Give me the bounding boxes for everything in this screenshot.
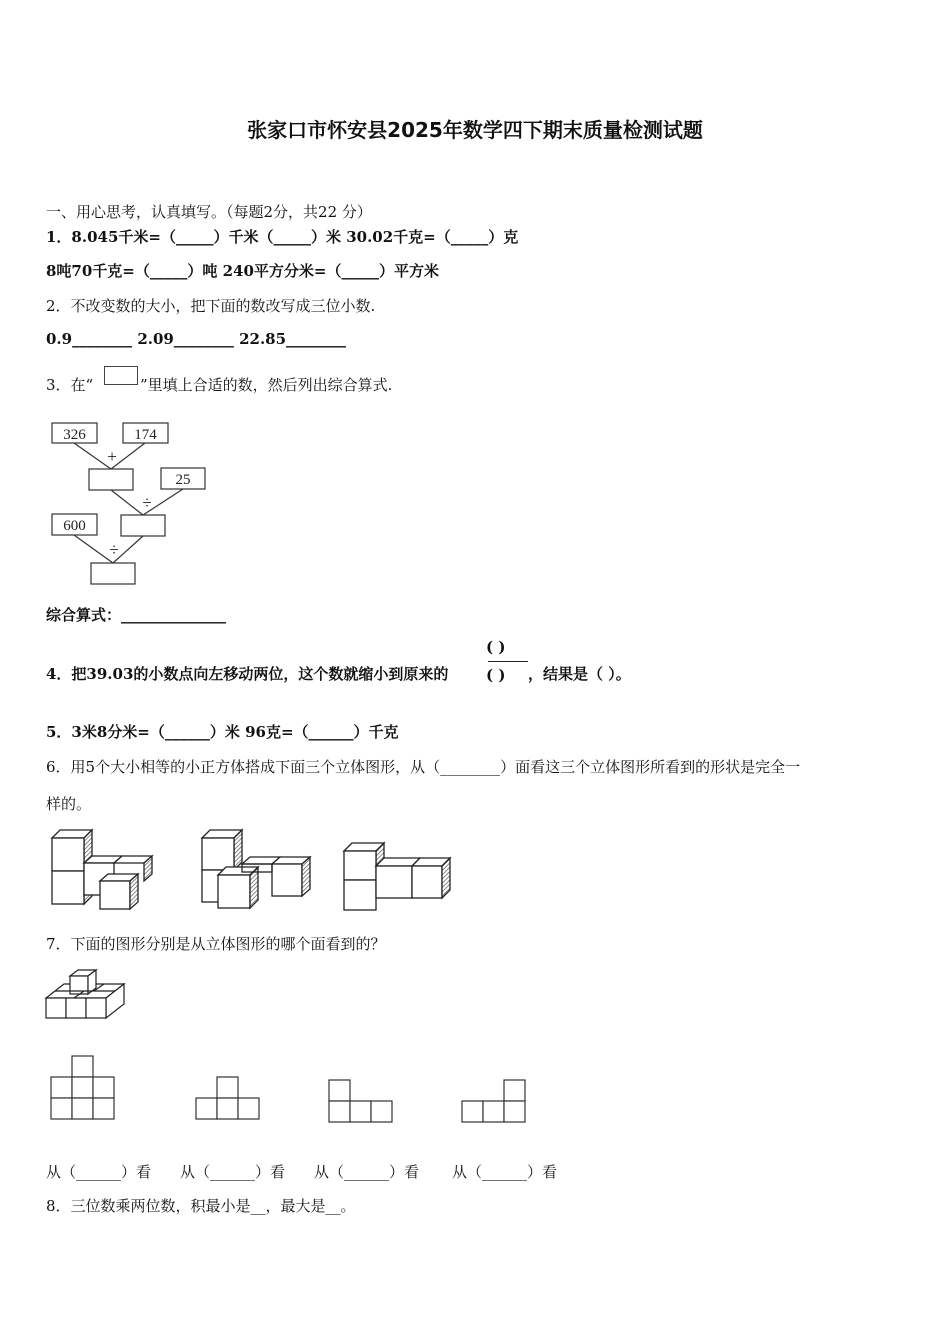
q4-fraction-numerator: ( ) [486, 638, 506, 656]
q6-line1: 6．用5个大小相等的小正方体搭成下面三个立体图形，从（________）面看这三个立体图形所看到的形状是完全一 [46, 758, 801, 776]
q4-fraction-denominator: ( ) [486, 666, 506, 684]
q3-calculation-tree [46, 418, 216, 590]
q4-text: 4．把39.03的小数点向左移动两位，这个数就缩小到原来的 [46, 665, 449, 683]
q6-line2: 样的。 [46, 795, 92, 813]
tree-blank-box-1 [89, 469, 133, 490]
blank-box-icon [104, 366, 138, 385]
fraction-bar [488, 661, 528, 662]
q3-formula: 综合算式：______________ [46, 606, 227, 624]
q8-text: 8．三位数乘两位数，积最小是__，最大是__。 [46, 1197, 356, 1215]
q4-after: ，结果是（ ）。 [528, 665, 631, 683]
tree-blank-box-3 [91, 563, 135, 584]
q7-view-figures [48, 1052, 538, 1126]
divide-operator-2: ÷ [109, 540, 119, 559]
q7-text: 7．下面的图形分别是从立体图形的哪个面看到的？ [46, 935, 386, 953]
tree-value-174: 174 [134, 427, 157, 443]
q1-line2: 8吨70千克=（_____）吨 240平方分米=（_____）平方米 [46, 262, 439, 280]
q2-answer-line: 0.9________ 2.09________ 22.85________ [46, 330, 347, 348]
q7-solid-figure [44, 966, 134, 1022]
q7-answer-1: 从（______）看 [46, 1163, 152, 1181]
q6-cube-figures [48, 826, 458, 916]
view-figure-1 [51, 1056, 114, 1119]
view-figure-2 [196, 1077, 259, 1119]
q7-answer-3: 从（______）看 [314, 1163, 420, 1181]
plus-operator: + [107, 447, 117, 466]
cube-figure-2 [202, 830, 310, 908]
cube-figure-1 [52, 830, 152, 909]
tree-value-326: 326 [63, 427, 86, 443]
q3-prefix: 3．在“ [46, 376, 94, 394]
q5-text: 5．3米8分米=（______）米 96克=（______）千克 [46, 723, 399, 741]
divide-operator-1: ÷ [142, 493, 152, 512]
q7-answer-2: 从（______）看 [180, 1163, 286, 1181]
view-figure-4 [462, 1080, 525, 1122]
q3-suffix: ”里填上合适的数，然后列出综合算式. [140, 376, 393, 394]
q1-line1: 1．8.045千米=（_____）千米（_____）米 30.02千克=（_____）克 [46, 228, 519, 246]
tree-blank-box-2 [121, 515, 165, 536]
view-figure-3 [329, 1080, 392, 1122]
section-heading: 一、用心思考，认真填写。（每题2分，共22 分） [46, 203, 372, 221]
tree-value-600: 600 [63, 518, 86, 534]
cube-figure-3 [344, 843, 450, 910]
q2-text: 2．不改变数的大小，把下面的数改写成三位小数. [46, 297, 376, 315]
tree-value-25: 25 [175, 472, 191, 488]
page-title: 张家口市怀安县2025年数学四下期末质量检测试题 [247, 118, 703, 142]
q7-answer-4: 从（______）看 [452, 1163, 558, 1181]
